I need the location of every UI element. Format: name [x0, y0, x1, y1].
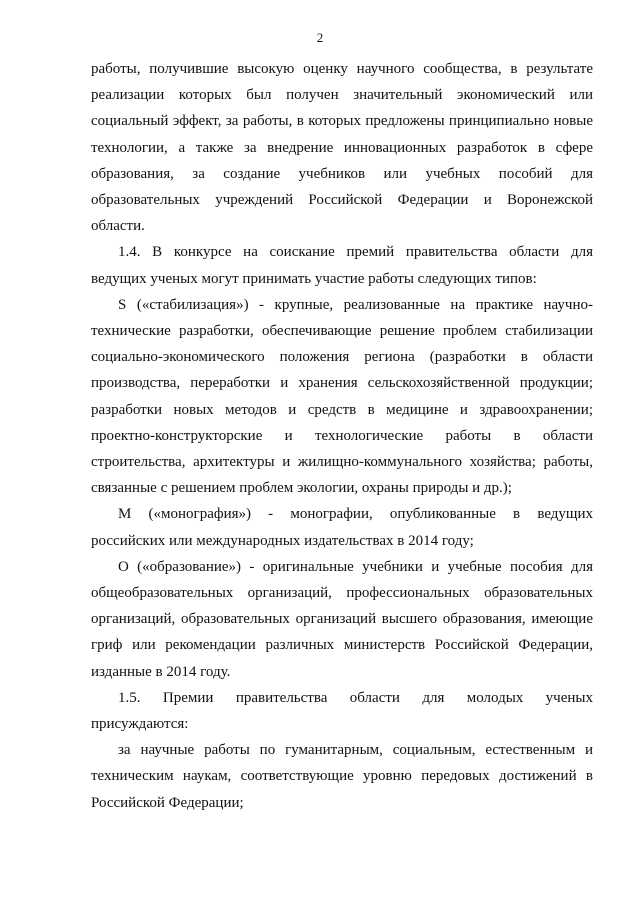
text-line: образовательных учреждений Российской Федерации и Воронежской — [91, 192, 593, 209]
paragraph-education — [91, 554, 593, 685]
paragraph-stabilization — [91, 292, 593, 502]
paragraph-1-4 — [91, 239, 593, 291]
text-line: строительства, архитектуры и жилищно-коммунального хозяйства; работы, — [91, 454, 593, 471]
document-body — [91, 56, 593, 816]
text-line: М («монография») - монографии, опубликованные в ведущих — [118, 506, 593, 523]
text-line: технологии, а также за внедрение инновационных разработок в сфере — [91, 139, 593, 156]
text-line: российских или международных издательствах в 2014 году; — [91, 532, 474, 549]
text-line: гриф или рекомендации различных министерств Российской Федерации, — [91, 637, 593, 654]
text-line: связанные с решением проблем экологии, охраны природы и др.); — [91, 480, 512, 497]
paragraph-monograph — [91, 501, 593, 553]
text-line: ведущих ученых могут принимать участие работы следующих типов: — [91, 270, 537, 287]
text-line: разработки новых методов и средств в медицине и здравоохранении; — [91, 401, 593, 418]
text-line: социальный эффект, за работы, в которых предложены принципиально новые — [91, 113, 593, 130]
text-line: S («стабилизация») - крупные, реализованные на практике научно- — [118, 296, 593, 313]
text-line: присуждаются: — [91, 716, 189, 733]
text-line: работы, получившие высокую оценку научного сообщества, в результате — [91, 61, 593, 77]
text-line: реализации которых был получен значительный экономический или — [91, 87, 593, 104]
text-line: социально-экономического положения региона (разработки в области — [91, 349, 593, 366]
text-line: образования, за создание учебников или учебных пособий для — [91, 165, 593, 182]
text-line: О («образование») - оригинальные учебники и учебные пособия для — [118, 558, 593, 575]
text-line: 1.5. Премии правительства области для молодых ученых — [118, 689, 593, 706]
paragraph-scientific-works — [91, 737, 593, 816]
paragraph-intro — [91, 56, 593, 239]
text-line: за научные работы по гуманитарным, социальным, естественным и — [118, 742, 593, 759]
text-line: проектно-конструкторские и технологические работы в области — [91, 427, 593, 444]
text-line: Российской Федерации; — [91, 794, 244, 811]
paragraph-1-5 — [91, 685, 593, 737]
text-line: организаций, образовательных организаций высшего образования, имеющие — [91, 611, 593, 628]
text-line: производства, переработки и хранения сельскохозяйственной продукции; — [91, 375, 593, 392]
text-line: техническим наукам, соответствующие уровню передовых достижений в — [91, 768, 593, 785]
page-number: 2 — [316, 30, 324, 45]
text-line: общеобразовательных организаций, профессиональных образовательных — [91, 585, 593, 602]
text-line: 1.4. В конкурсе на соискание премий правительства области для — [118, 244, 593, 261]
text-line: изданные в 2014 году. — [91, 663, 231, 680]
text-line: области. — [91, 218, 145, 235]
text-line: технические разработки, обеспечивающие решение проблем стабилизации — [91, 323, 593, 340]
